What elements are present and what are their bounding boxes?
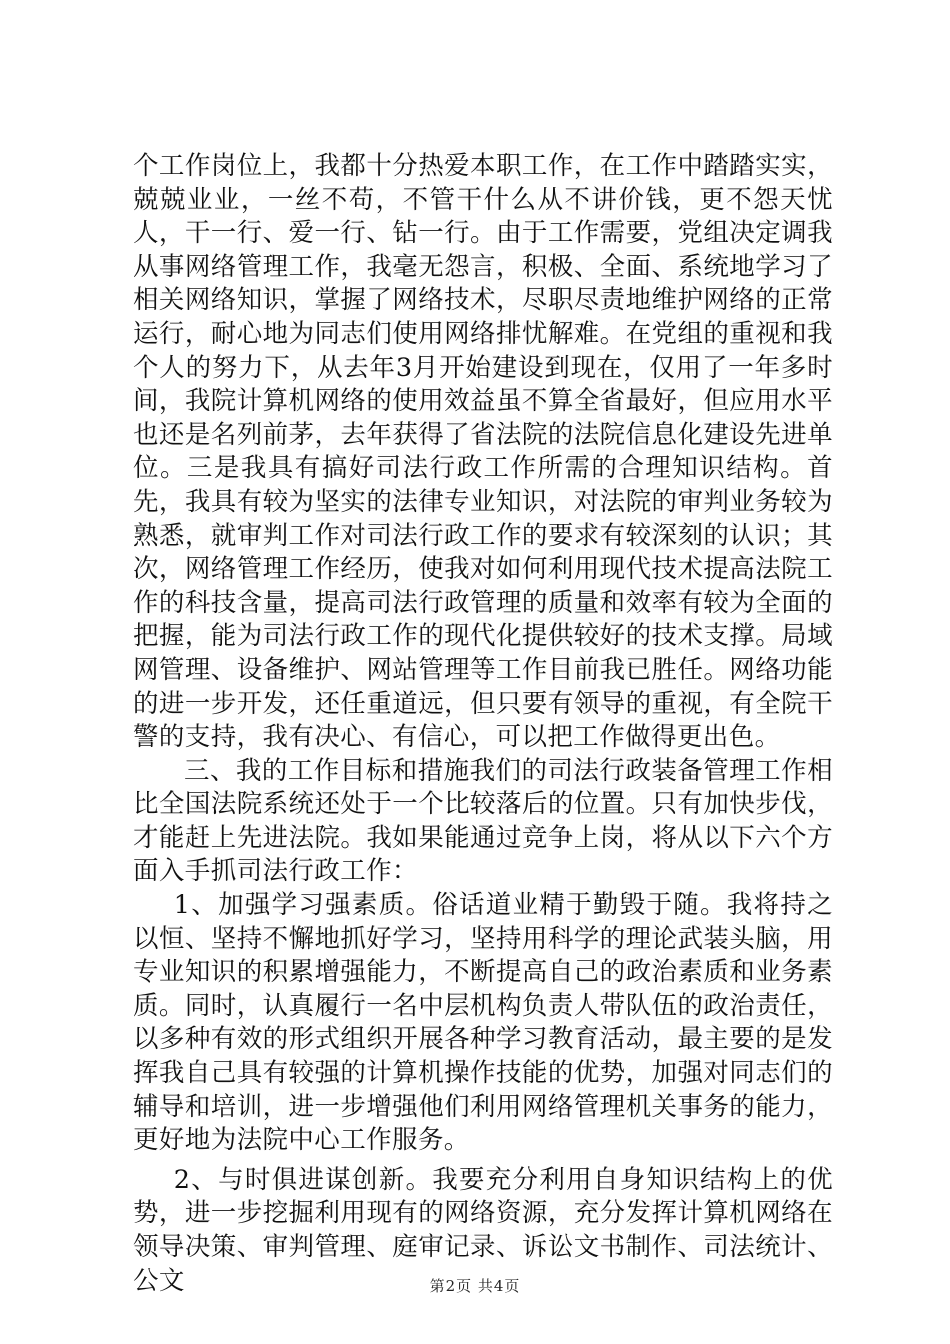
paragraph-continuation: 个工作岗位上，我都十分热爱本职工作，在工作中踏踏实实，兢兢业业，一丝不苟，不管干什么从不讲价钱，更不怨天忧人，干一行、爱一行、钻一行。由于工作需要，党组决定调我从事网络管理工作，我毫无怨言，积极、全面、系统地学习了相关网络知识，掌握了网络技术，尽职尽责地维护网络的正常运行，耐心地为同志们使用网络排忧解难。在党组的重视和我个人的努力下，从去年3月开始建设到现在，仅用了一年多时间，我院计算机网络的使用效益虽不算全省最好，但应用水平也还是名列前茅，去年获得了省法院的法院信息化建设先进单位。三是我具有搞好司法行政工作所需的合理知识结构。首先，我具有较为坚实的法律专业知识，对法院的审判业务较为熟悉，就审判工作对司法行政工作的要求有较深刻的认识；其次，网络管理工作经历，使我对如何利用现代技术提高法院工作的科技含量，提高司法行政管理的质量和效率有较为全面的把握，能为司法行政工作的现代化提供较好的技术支撑。局域网管理、设备维护、网站管理等工作目前我已胜任。网络功能的进一步开发，还任重道远，但只要有领导的重视，有全院干警的支持，我有决心、有信心，可以把工作做得更出色。 [133,151,833,753]
paragraph-item-two: 2、与时俱进谋创新。我要充分利用自身知识结构上的优势，进一步挖掘利用现有的网络资源，充分发挥计算机网络在领导决策、审判管理、庭审记录、诉讼文书制作、司法统计、公文 [133,1164,833,1296]
paragraph-section-three: 三、我的工作目标和措施我们的司法行政装备管理工作相比全国法院系统还处于一个比较落后的位置。只有加快步伐，才能赶上先进法院。我如果能通过竞争上岗，将从以下六个方面入手抓司法行政工作： [133,755,833,887]
page-number-label: 第2页 共4页 [429,1277,521,1295]
page-footer [0,1275,950,1296]
paragraph-item-one: 1、加强学习强素质。俗话道业精于勤毁于随。我将持之以恒、坚持不懈地抓好学习，坚持用科学的理论武装头脑，用专业知识的积累增强能力，不断提高自己的政治素质和业务素质。同时，认真履行一名中层机构负责人带队伍的政治责任，以多种有效的形式组织开展各种学习教育活动，最主要的是发挥我自己具有较强的计算机操作技能的优势，加强对同志们的辅导和培训，进一步增强他们利用网络管理机关事务的能力，更好地为法院中心工作服务。 [133,890,833,1156]
document-body [133,150,833,1298]
